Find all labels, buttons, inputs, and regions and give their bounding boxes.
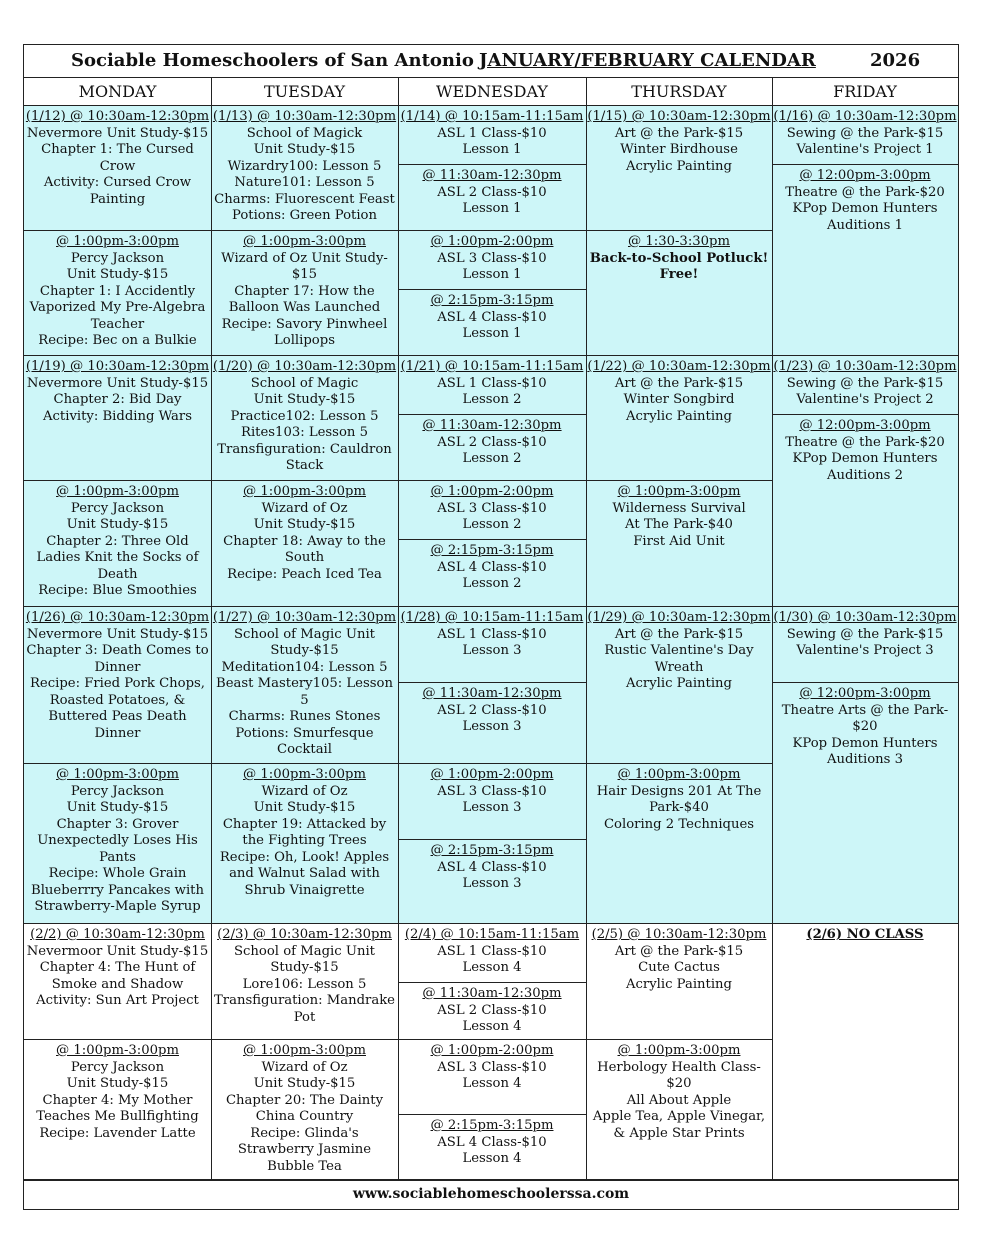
event-time: (1/29) @ 10:30am-12:30pm	[587, 610, 771, 625]
event-text: Unit Study-$15	[66, 1076, 169, 1091]
event-time: @ 1:00pm-2:00pm	[430, 484, 554, 499]
event-text: Chapter 2: Bid Day	[53, 392, 182, 407]
event-text: $20	[666, 1076, 692, 1091]
event-text: 5	[300, 692, 309, 708]
event-cell-wed1	[398, 106, 586, 165]
event-time: @ 11:30am-12:30pm	[422, 418, 562, 433]
event-text: At The Park-$40	[625, 517, 733, 532]
event-text: Potions: Smurfesque	[235, 725, 374, 741]
event-text: Apple Tea, Apple Vinegar,	[592, 1109, 766, 1124]
event-text: Painting	[89, 191, 146, 207]
event-text: Back-to-School Potluck!	[589, 250, 769, 266]
event-time: @ 1:00pm-3:00pm	[617, 767, 741, 782]
event-text: ASL 3 Class-$10	[437, 783, 547, 799]
event-time: (1/21) @ 10:15am-11:15am	[400, 359, 584, 374]
event-text: Lore106: Lesson 5	[242, 976, 367, 992]
event-text: Recipe: Whole Grain	[48, 866, 187, 881]
event-time: (1/27) @ 10:30am-12:30pm	[212, 610, 397, 625]
event-text: Study-$15	[270, 960, 339, 975]
event-text: Lesson 4	[462, 1076, 522, 1091]
event-time: @ 12:00pm-3:00pm	[799, 168, 931, 183]
event-time: @ 1:00pm-3:00pm	[56, 767, 179, 782]
event-text: Chapter 19: Attacked by	[222, 816, 387, 832]
weekday-monday: MONDAY	[78, 82, 157, 101]
event-text: Lesson 2	[462, 451, 522, 466]
event-cell-fri-pm	[772, 415, 958, 607]
event-cell-thu-am	[586, 106, 772, 231]
event-text: Recipe: Glinda's	[250, 1125, 359, 1141]
event-text: Lollipops	[274, 333, 335, 348]
event-text: Pants	[99, 849, 136, 865]
event-text: ASL 1 Class-$10	[437, 943, 547, 959]
event-cell-mon-am	[24, 924, 211, 1040]
event-text: Cute Cactus	[638, 960, 720, 975]
event-cell-wed4	[398, 290, 586, 356]
event-text: Winter Birdhouse	[620, 142, 738, 157]
event-time: (2/6) NO CLASS	[806, 927, 924, 942]
event-text: Lesson 3	[462, 719, 522, 734]
event-text: Chapter 3: Death Comes to	[26, 643, 209, 658]
event-text: Dinner	[94, 725, 141, 741]
event-time: @ 1:00pm-3:00pm	[243, 767, 366, 782]
website-url[interactable]: www.sociablehomeschoolerssa.com	[352, 1186, 630, 1202]
event-cell-wed3	[398, 481, 586, 540]
event-text: Balloon Was Launched	[228, 300, 381, 315]
event-text: Lesson 1	[462, 201, 522, 216]
event-text: ASL 2 Class-$10	[437, 702, 547, 718]
event-cell-tue-am	[211, 924, 398, 1040]
event-text: Theatre Arts @ the Park-	[781, 702, 949, 718]
event-time: @ 1:00pm-3:00pm	[56, 484, 179, 499]
event-time: (1/14) @ 10:15am-11:15am	[400, 109, 584, 124]
event-text: Chapter 17: How the	[234, 283, 375, 299]
event-time: (1/30) @ 10:30am-12:30pm	[773, 610, 957, 625]
event-text: School of Magic Unit	[234, 943, 375, 959]
event-cell-thu-am	[586, 356, 772, 481]
event-time: (1/15) @ 10:30am-12:30pm	[587, 109, 771, 124]
event-text: Nevermoor Unit Study-$15	[26, 943, 209, 959]
event-text: $20	[852, 719, 878, 734]
event-text: Chapter 1: The Cursed	[41, 142, 194, 157]
event-cell-wed3	[398, 764, 586, 840]
event-text: Acrylic Painting	[626, 408, 732, 424]
event-time: @ 11:30am-12:30pm	[422, 986, 562, 1001]
event-text: ASL 3 Class-$10	[437, 1059, 547, 1075]
event-text: Potions: Green Potion	[232, 208, 377, 223]
event-text: All About Apple	[626, 1092, 732, 1108]
weekday-friday: FRIDAY	[833, 82, 897, 101]
event-text: Wreath	[654, 659, 704, 675]
event-cell-wed2	[398, 983, 586, 1040]
event-text: Lesson 4	[462, 1151, 522, 1166]
event-cell-wed1	[398, 924, 586, 983]
event-text: China Country	[255, 1109, 354, 1124]
event-text: Charms: Fluorescent Feast	[214, 191, 395, 207]
event-cell-fri-pm	[772, 683, 958, 924]
event-text: Rites103: Lesson 5	[241, 425, 368, 440]
event-time: @ 1:00pm-3:00pm	[617, 484, 741, 499]
event-cell-wed4	[398, 1115, 586, 1181]
event-text: Wilderness Survival	[612, 500, 746, 516]
event-text: Wizardry100: Lesson 5	[227, 158, 382, 174]
column-divider	[586, 78, 587, 1179]
event-text: Dinner	[94, 659, 141, 675]
event-text: ASL 4 Class-$10	[437, 559, 547, 575]
event-cell-tue-pm	[211, 1040, 398, 1181]
calendar-year: 2026	[870, 50, 921, 71]
event-cell-fri-am	[772, 607, 958, 683]
event-text: Meditation104: Lesson 5	[221, 659, 388, 675]
event-cell-mon-am	[24, 356, 211, 481]
event-time: @ 1:00pm-2:00pm	[430, 234, 554, 249]
event-text: ASL 1 Class-$10	[437, 626, 547, 642]
column-divider	[211, 78, 212, 1179]
event-cell-tue-am	[211, 106, 398, 231]
event-cell-fri-pm	[772, 165, 958, 356]
event-text: Beast Mastery105: Lesson	[216, 676, 393, 691]
event-text: Transfiguration: Cauldron	[217, 441, 392, 457]
event-text: Lesson 1	[462, 142, 522, 157]
event-time: @ 2:15pm-3:15pm	[430, 543, 554, 558]
calendar-header	[24, 45, 958, 78]
event-text: Lesson 1	[462, 326, 522, 341]
event-time: (2/2) @ 10:30am-12:30pm	[30, 927, 205, 942]
event-cell-wed3	[398, 1040, 586, 1115]
event-time: @ 1:00pm-2:00pm	[430, 1043, 554, 1058]
event-text: Pot	[293, 1009, 316, 1025]
event-text: Lesson 1	[462, 267, 522, 282]
event-text: Teacher	[90, 316, 145, 332]
event-time: (1/28) @ 10:15am-11:15am	[400, 610, 584, 625]
event-text: KPop Demon Hunters	[792, 201, 938, 216]
event-text: Valentine's Project 2	[796, 392, 934, 407]
event-text: Winter Songbird	[623, 392, 735, 407]
event-text: Nature101: Lesson 5	[234, 175, 375, 190]
event-cell-mon-pm	[24, 481, 211, 607]
event-text: Lesson 4	[462, 960, 522, 975]
event-cell-wed3	[398, 231, 586, 290]
event-text: Death	[97, 566, 138, 582]
event-time: @ 2:15pm-3:15pm	[430, 843, 554, 858]
event-text: Wizard of Oz	[261, 783, 348, 799]
event-text: Herbology Health Class-	[597, 1059, 761, 1075]
event-text: Lesson 2	[462, 576, 522, 591]
event-text: Roasted Potatoes, &	[49, 692, 186, 708]
event-time: (2/4) @ 10:15am-11:15am	[404, 927, 580, 942]
event-text: ASL 1 Class-$10	[437, 125, 547, 141]
event-time: @ 11:30am-12:30pm	[422, 686, 562, 701]
event-text: Valentine's Project 1	[796, 142, 934, 157]
event-text: ASL 3 Class-$10	[437, 500, 547, 516]
weekday-header-row	[24, 78, 958, 106]
event-cell-mon-pm	[24, 231, 211, 356]
event-text: Coloring 2 Techniques	[603, 816, 755, 832]
event-time: (1/12) @ 10:30am-12:30pm	[25, 109, 210, 124]
event-cell-wed4	[398, 540, 586, 607]
event-text: South	[284, 550, 325, 565]
event-text: ASL 4 Class-$10	[437, 309, 547, 325]
event-text: KPop Demon Hunters	[792, 735, 938, 751]
event-text: Percy Jackson	[70, 500, 165, 516]
event-text: Unit Study-$15	[253, 392, 356, 407]
event-text: First Aid Unit	[633, 533, 725, 549]
event-cell-mon-pm	[24, 1040, 211, 1181]
column-divider	[398, 78, 399, 1179]
event-text: Lesson 2	[462, 392, 522, 407]
event-cell-fri-am	[772, 356, 958, 415]
event-text: Strawberry Jasmine	[237, 1142, 372, 1157]
event-time: (2/3) @ 10:30am-12:30pm	[217, 927, 392, 942]
event-text: Vaporized My Pre-Algebra	[29, 300, 206, 315]
event-cell-tue-am	[211, 607, 398, 764]
event-text: Percy Jackson	[70, 250, 165, 266]
event-text: Auditions 1	[827, 217, 903, 233]
event-text: Nevermore Unit Study-$15	[26, 375, 209, 391]
event-text: Bubble Tea	[267, 1158, 342, 1174]
event-text: Unit Study-$15	[66, 267, 169, 282]
event-text: Wizard of Oz	[261, 1059, 348, 1075]
event-time: (1/19) @ 10:30am-12:30pm	[25, 359, 210, 374]
event-text: Transfiguration: Mandrake	[214, 993, 395, 1008]
event-text: Activity: Bidding Wars	[43, 408, 192, 424]
event-text: Practice102: Lesson 5	[230, 408, 379, 424]
weekday-tuesday: TUESDAY	[263, 82, 346, 101]
event-text: Chapter 4: My Mother	[42, 1092, 193, 1108]
event-cell-mon-pm	[24, 764, 211, 924]
event-text: ASL 2 Class-$10	[437, 1002, 547, 1018]
event-text: Crow	[99, 158, 136, 174]
event-text: Unit Study-$15	[253, 800, 356, 815]
event-text: Unit Study-$15	[66, 800, 169, 815]
organization-name: Sociable Homeschoolers of San Antonio	[71, 50, 474, 71]
event-cell-tue-am	[211, 356, 398, 481]
event-text: Theatre @ the Park-$20	[785, 184, 945, 200]
event-text: Chapter 2: Three Old	[46, 533, 189, 549]
event-cell-thu-am	[586, 607, 772, 764]
event-cell-mon-am	[24, 106, 211, 231]
event-text: Percy Jackson	[70, 1059, 165, 1075]
event-text: Auditions 3	[827, 752, 903, 767]
event-text: Park-$40	[649, 800, 709, 815]
event-time: (1/23) @ 10:30am-12:30pm	[773, 359, 957, 374]
event-cell-wed2	[398, 165, 586, 231]
event-cell-thu-pm	[586, 481, 772, 607]
event-text: Activity: Cursed Crow	[43, 175, 192, 190]
event-text: Lesson 2	[462, 517, 522, 532]
event-text: Rustic Valentine's Day	[604, 643, 754, 658]
event-text: Shrub Vinaigrette	[244, 882, 365, 898]
event-text: Chapter 4: The Hunt of	[39, 960, 196, 975]
event-time: @ 1:00pm-3:00pm	[56, 1043, 179, 1058]
event-time: @ 1:00pm-3:00pm	[243, 1043, 366, 1058]
event-cell-wed2	[398, 683, 586, 764]
event-text: Art @ the Park-$15	[614, 943, 744, 959]
event-text: ASL 4 Class-$10	[437, 1134, 547, 1150]
weekday-wednesday: WEDNESDAY	[436, 82, 548, 101]
event-text: Sewing @ the Park-$15	[786, 375, 944, 391]
event-text: the Fighting Trees	[242, 833, 367, 848]
event-text: and Walnut Salad with	[229, 866, 380, 881]
event-text: Unit Study-$15	[253, 517, 356, 532]
event-text: Lesson 3	[462, 800, 522, 815]
event-text: Acrylic Painting	[626, 158, 732, 174]
event-text: Wizard of Oz	[261, 500, 348, 516]
calendar-footer	[24, 1179, 958, 1209]
event-text: Unit Study-$15	[253, 142, 356, 157]
event-text: Percy Jackson	[70, 783, 165, 799]
event-text: School of Magic Unit	[234, 626, 375, 642]
event-text: Art @ the Park-$15	[614, 375, 744, 391]
event-time: @ 1:00pm-3:00pm	[617, 1043, 741, 1058]
event-time: @ 1:00pm-3:00pm	[243, 234, 366, 249]
event-time: @ 12:00pm-3:00pm	[799, 418, 931, 433]
column-divider	[772, 78, 773, 1179]
event-text: Unit Study-$15	[66, 517, 169, 532]
weekday-thursday: THURSDAY	[631, 82, 727, 101]
event-text: $15	[291, 267, 318, 282]
event-text: Chapter 1: I Accidently	[39, 283, 196, 299]
event-text: Art @ the Park-$15	[614, 125, 744, 141]
event-text: Valentine's Project 3	[796, 643, 934, 658]
event-text: Stack	[285, 458, 324, 473]
event-time: @ 1:00pm-3:00pm	[243, 484, 366, 499]
event-text: Recipe: Blue Smoothies	[38, 583, 197, 598]
event-text: Strawberry-Maple Syrup	[34, 899, 201, 914]
event-time: @ 2:15pm-3:15pm	[430, 1118, 554, 1133]
event-text: Acrylic Painting	[626, 676, 732, 691]
event-cell-wed2	[398, 415, 586, 481]
event-text: Wizard of Oz Unit Study-	[221, 250, 388, 266]
event-text: Recipe: Lavender Latte	[39, 1125, 196, 1141]
event-time: (2/5) @ 10:30am-12:30pm	[591, 927, 767, 942]
event-text: Recipe: Peach Iced Tea	[227, 566, 382, 582]
event-text: Teaches Me Bullfighting	[36, 1109, 199, 1124]
event-text: Recipe: Savory Pinwheel	[221, 316, 388, 332]
event-text: ASL 3 Class-$10	[437, 250, 547, 266]
event-cell-wed4	[398, 840, 586, 924]
event-time: (1/22) @ 10:30am-12:30pm	[587, 359, 771, 374]
event-time: @ 1:00pm-2:00pm	[430, 767, 554, 782]
event-text: Lesson 3	[462, 876, 522, 891]
event-text: ASL 2 Class-$10	[437, 184, 547, 200]
event-text: Unit Study-$15	[253, 1076, 356, 1091]
event-text: Auditions 2	[827, 467, 903, 483]
event-text: Sewing @ the Park-$15	[786, 626, 944, 642]
event-text: Unexpectedly Loses His	[37, 833, 198, 848]
event-cell-wed1	[398, 607, 586, 683]
event-cell-tue-pm	[211, 764, 398, 924]
event-cell-thu-pm	[586, 231, 772, 356]
event-time: @ 2:15pm-3:15pm	[430, 293, 554, 308]
event-time: (1/13) @ 10:30am-12:30pm	[212, 109, 397, 124]
event-cell-thu-pm	[586, 1040, 772, 1181]
event-cell-fri-am	[772, 106, 958, 165]
event-text: Recipe: Fried Pork Chops,	[29, 676, 206, 691]
event-time: @ 11:30am-12:30pm	[422, 168, 562, 183]
event-text: Lesson 4	[462, 1019, 522, 1034]
calendar-title: JANUARY/FEBRUARY CALENDAR	[479, 50, 816, 71]
event-text: Study-$15	[270, 643, 339, 658]
event-text: Recipe: Bec on a Bulkie	[38, 333, 197, 348]
event-text: Sewing @ the Park-$15	[786, 125, 944, 141]
event-text: Activity: Sun Art Project	[36, 993, 199, 1008]
event-time: @ 1:00pm-3:00pm	[56, 234, 179, 249]
event-text: & Apple Star Prints	[613, 1125, 745, 1141]
event-cell-tue-pm	[211, 231, 398, 356]
event-text: Cocktail	[276, 742, 332, 757]
event-text: Theatre @ the Park-$20	[785, 434, 945, 450]
event-text: Chapter 3: Grover	[56, 816, 179, 832]
event-text: KPop Demon Hunters	[792, 451, 938, 466]
event-text: Nevermore Unit Study-$15	[26, 125, 209, 141]
event-cell-tue-pm	[211, 481, 398, 607]
event-time: (1/26) @ 10:30am-12:30pm	[25, 610, 210, 625]
event-text: School of Magic	[250, 375, 359, 391]
calendar-frame	[23, 44, 959, 1210]
event-text: Chapter 20: The Dainty	[225, 1092, 384, 1108]
event-text: ASL 1 Class-$10	[437, 375, 547, 391]
event-cell-thu-am	[586, 924, 772, 1040]
event-time: (1/16) @ 10:30am-12:30pm	[773, 109, 957, 124]
event-text: School of Magick	[246, 125, 363, 141]
event-cell-fri-am	[772, 924, 958, 1181]
event-cell-wed1	[398, 356, 586, 415]
event-text: Hair Designs 201 At The	[596, 783, 762, 799]
event-text: Buttered Peas Death	[48, 709, 187, 724]
event-cell-mon-am	[24, 607, 211, 764]
event-text: Recipe: Oh, Look! Apples	[219, 849, 390, 865]
event-text: Smoke and Shadow	[51, 976, 184, 992]
event-text: Blueberrry Pancakes with	[31, 882, 204, 898]
event-time: @ 12:00pm-3:00pm	[799, 686, 931, 701]
event-text: Nevermore Unit Study-$15	[26, 626, 209, 642]
event-text: Free!	[659, 267, 699, 282]
event-text: Chapter 18: Away to the	[223, 533, 386, 549]
event-time: (1/20) @ 10:30am-12:30pm	[212, 359, 397, 374]
event-text: Acrylic Painting	[626, 976, 732, 992]
event-text: Lesson 3	[462, 643, 522, 658]
event-text: ASL 4 Class-$10	[437, 859, 547, 875]
event-text: Charms: Runes Stones	[228, 709, 381, 724]
event-text: Art @ the Park-$15	[614, 626, 744, 642]
event-cell-thu-pm	[586, 764, 772, 924]
event-time: @ 1:30-3:30pm	[627, 234, 730, 249]
event-text: ASL 2 Class-$10	[437, 434, 547, 450]
event-text: Ladies Knit the Socks of	[36, 550, 199, 565]
